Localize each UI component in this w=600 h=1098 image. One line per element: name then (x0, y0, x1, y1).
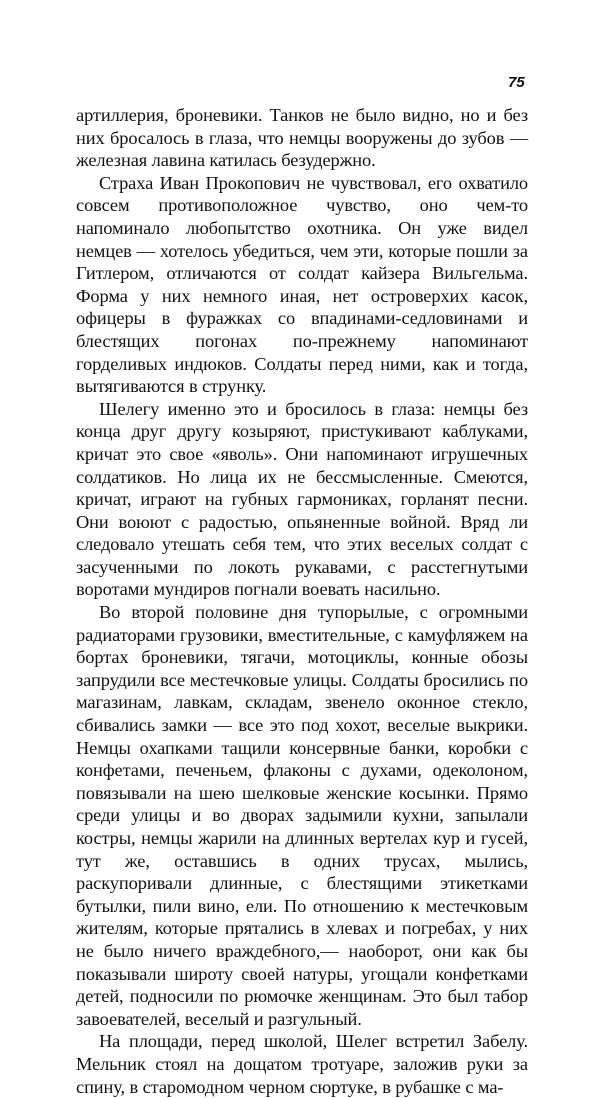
paragraph: Во второй половине дня тупорылые, с огромными радиаторами грузовики, вместительные, с камуфляжем на бортах броневики, тягачи, мотоциклы, конные обозы запрудили все местечковые улицы. Солдаты бросились по магазинам, лавкам, складам, звенело оконное стекло, сбивались замки — все это под хохот, веселые выкрики. Немцы охапками тащили консервные банки, коробки с конфетами, печеньем, флаконы с духами, одеколоном, повязывали на шею шелковые женские косынки. Прямо среди улицы и во дворах задымили кухни, запылали костры, немцы жарили на длинных вертелах кур и гусей, тут же, оставшись в одних трусах, мылись, раскупоривали длинные, с блестящими этикетками бутылки, пили вино, ели. По отношению к местечковым жителям, которые прятались в хлевах и погребах, у них не было ничего враждебного,— наоборот, они как бы показывали широту своей натуры, угощали конфетками детей, подносили по рюмочке женщинам. Это был табор завоевателей, веселый и разгульный. (76, 602, 528, 1029)
body-text (76, 104, 528, 1098)
paragraph: Шелегу именно это и бросилось в глаза: немцы без конца друг другу козыряют, пристукивают каблуками, кричат это свое «яволь». Они напоминают игрушечных солдатиков. Но лица их не бессмысленные. Смеются, кричат, играют на губных гармониках, горланят песни. Они воюют с радостью, опьяненные войной. Вряд ли следовало утешать себя тем, что этих веселых солдат с засученными по локоть рукавами, с расстегнутыми воротами мундиров погнали воевать насильно. (76, 398, 528, 600)
paragraph: На площади, перед школой, Шелег встретил Забелу. Мельник стоял на дощатом тротуаре, заложив руки за спину, в старомодном черном сюртуке, в рубашке с ма- (76, 1031, 528, 1097)
paragraph-continuation: артиллерия, броневики. Танков не было видно, но и без них бросалось в глаза, что немцы вооружены до зубов — железная лавина катилась безудержно. (76, 105, 528, 171)
paragraph: Страха Иван Прокопович не чувствовал, его охватило совсем противоположное чувство, оно чем-то напоминало любопытство охотника. Он уже видел немцев — хотелось убедиться, чем эти, которые пошли за Гитлером, отличаются от солдат кайзера Вильгельма. Форма у них немного иная, нет островерхих касок, офицеры в фуражках со впадинами-седловинами и блестящих погонах по-прежнему напоминают горделивых индюков. Солдаты перед ними, как и тогда, вытягиваются в струнку. (76, 172, 528, 397)
page-number: 75 (508, 74, 525, 91)
